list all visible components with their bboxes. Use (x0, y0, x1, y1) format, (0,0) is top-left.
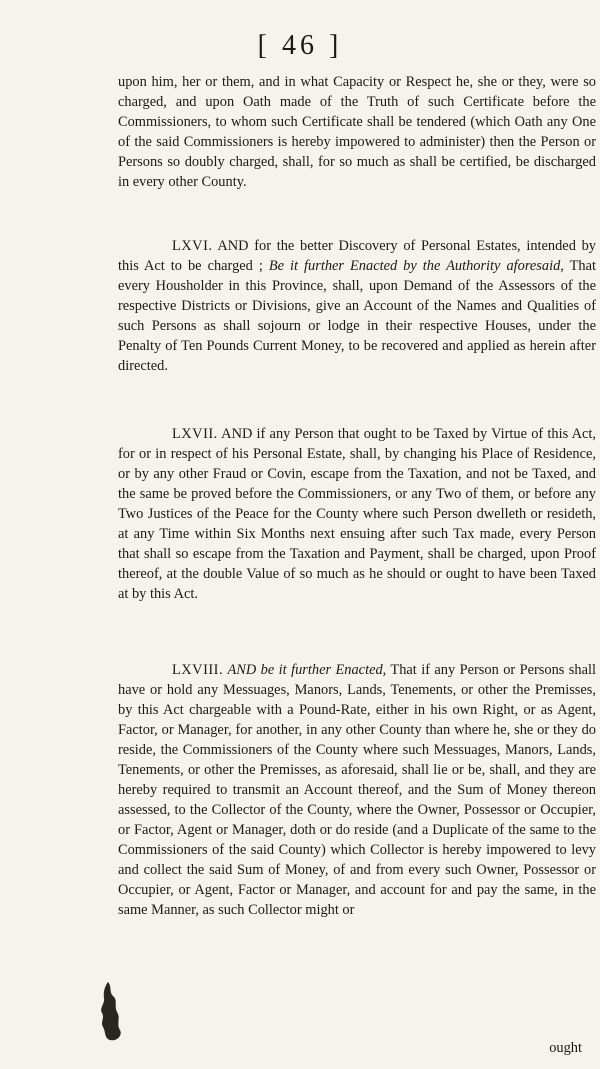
catchword: ought (549, 1040, 582, 1056)
ink-blot-mark (96, 980, 126, 1044)
section-number: LXVII. (172, 426, 218, 442)
paragraph-text: upon him, her or them, and in what Capacity or Respect he, she or they, were so charged, and upon Oath made of the Truth of such Certificate before the Commissioners, to whom such Certificate shall be tendered (which Oath any One of the said Commissioners is hereby impowered to administer) then the Person or Persons so doubly charged, shall, for so much as shall be certified, be discharged in every other County. (118, 74, 596, 190)
section-lxviii (118, 660, 596, 920)
page-number: [ 46 ] (257, 30, 343, 61)
paragraph-continuation (118, 72, 596, 192)
section-number: LXVI. (172, 238, 213, 254)
section-text: That if any Person or Persons shall have or hold any Messuages, Manors, Lands, Tenements, or other the Premisses, by this Act chargeable with a Pound-Rate, either in his own Right, or as Agent, Factor, or Manager, for another, in any other County than where he, she or they do reside, the Commissioners of the County where such Messuages, Manors, Lands, Tenements, or other the Premisses, as aforesaid, shall lie or be, shall, and they are hereby required to transmit an Account thereof, and the Sum of Money thereon assessed, to the Collector of the County, where the Owner, Possessor or Occupier, or Factor, Agent or Manager, doth or do reside (and a Duplicate of the same to the Commissioners of the said County) which Collector is hereby impowered to levy and collect the said Sum of Money, of and from every such Owner, Possessor or Occupier, or Agent, Factor or Manager, and account for and pay the same, in the same Manner, as such Collector might or (118, 662, 596, 918)
section-lxvii-paragraph (118, 424, 596, 604)
section-lxviii-paragraph (118, 660, 596, 920)
section-lead: AND for the better Discovery of Personal Estates, intended by this Act to be charged ; (118, 238, 596, 274)
section-italic: Be it further Enacted by the Authority aforesaid, (268, 258, 564, 274)
section-text: That every Housholder in this Province, shall, upon Demand of the Assessors of the respective Districts or Divisions, give an Account of the Names and Qualities of such Persons as shall sojourn or lodge in their respective Houses, under the Penalty of Ten Pounds Current Money, to be recovered and applied as herein after directed. (118, 258, 596, 374)
section-lxvi-paragraph (118, 236, 596, 376)
section-number: LXVIII. (172, 662, 224, 678)
section-italic: AND be it further Enacted, (227, 662, 387, 678)
section-lxvii (118, 424, 596, 604)
section-lxvi (118, 236, 596, 376)
section-lead: AND if any Person that ought to be Taxed by Virtue of this Act, for or in respect of his Personal Estate, shall, by changing his Place of Residence, or by any other Fraud or Covin, escape from the Taxation, and not be Taxed, and the same be proved before the Commissioners, or any Two of them, or before any Two Justices of the Peace for the County where such Person dwelleth or resideth, at any Time within Six Months next ensuing after such Tax made, every Person that shall so escape from the Taxation and Payment, shall be charged, upon Proof thereof, at the double Value of so much as he should or ought to have been Taxed at by this Act. (118, 426, 596, 602)
